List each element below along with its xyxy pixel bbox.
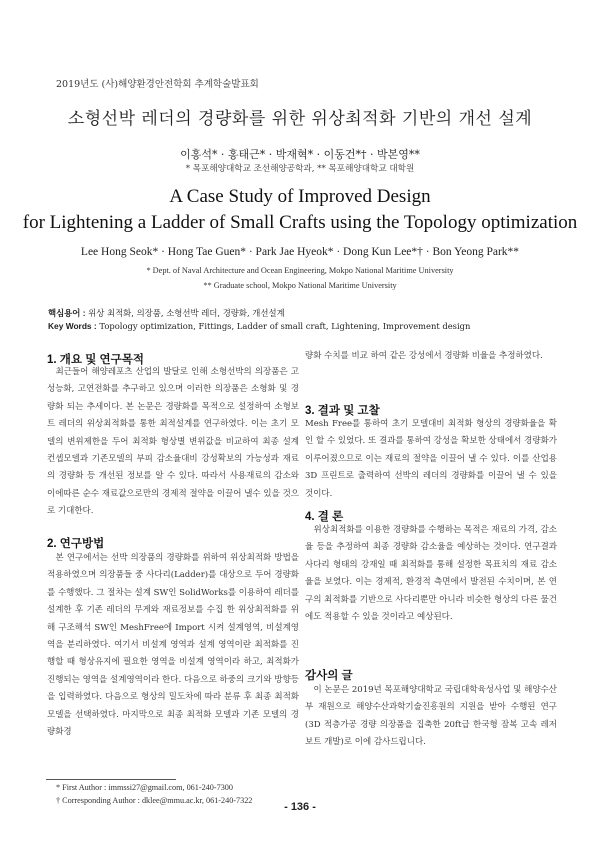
- keywords-korean-text: 위상 최적화, 의장품, 소형선박 레더, 경량화, 개선설계: [88, 308, 285, 318]
- affiliation-english-2: ** Graduate school, Mokpo National Maritime University: [203, 281, 397, 290]
- conference-header: 2019년도 (사)해양환경안전학회 추계학술발표회: [56, 79, 259, 90]
- section2-body: 본 연구에서는 선박 의장품의 경량화를 위하여 위상최적화 방법을 적용하였으며 의장품들 중 사다리(Ladder)를 대상으로 두어 경량화를 수행했다. 그 절차는 설계 SW인 SolidWorks를 이용하여 레더를 설계한 후 기존 레더의 무게와 재료정보를 수집 한 위상최적화를 위해 구조해석 SW인 MeshFree에 Import 시켜 설계영역, 비설계영역을 분리하였다. 여기서 비설계 영역과 설계 영역이란 최적화를 진행할 때 형상유지에 필요한 영역을 비설계 영역이라 하고, 최적화가 진행되는 영역을 설계영역이라 한다. 다음으로 하중의 크기와 방향등을 입력하였다. 다음으로 형상의 밀도차에 따라 분류 후 최종 최적화 모델을 선택하였다. 마지막으로 최종 최적화 모델과 기존 모델의 경량화경: [47, 553, 299, 738]
- affiliation-english-1: * Dept. of Naval Architecture and Ocean Engineering, Mokpo National Maritime University: [146, 266, 454, 275]
- footnote-divider: [46, 779, 176, 780]
- title-english: [0, 184, 600, 236]
- title-english-line2: for Lightening a Ladder of Small Crafts using the Topology optimization: [22, 212, 578, 233]
- keywords-korean: [48, 307, 285, 319]
- keywords-english-label: Key Words :: [48, 321, 97, 331]
- section2-heading: 2. 연구방법: [47, 538, 105, 550]
- section1-body: 최근들어 해양레포츠 산업의 발달로 인해 소형선박의 의장품은 고성능화, 고연전화를 추구하고 있으며 이러한 의장품은 소형화 및 경량화 되는 추세이다. 본 논문은 경량화를 목적으로 설정하여 소형보트 레더의 위상최적화를 통한 최적설계를 연구하였다. 이는 초기 모델의 변위제한을 두어 최적화 형상별 변위값을 비교하여 최종 설계 컨셉모델과 기존모델의 부피 감소율대비 강성확보의 가능성과 재료의 경량화 등 개선된 정보를 알 수 있다. 따라서 사용재료의 감소와 이에따른 순수 재료값으로만의 경제적 절약을 이끌어 낼수 있을 것으로 기대한다.: [47, 367, 299, 517]
- acknowledgement-body: 이 논문은 2019년 목포해양대학교 국립대학육성사업 및 해양수산부 재원으로 해양수산과학기술진흥원의 지원을 받아 수행된 연구(3D 적층가공 경량 의장품을 집축한 20ft급 한국형 잠복 고속 레저보트 개발)로 이에 감사드립니다.: [305, 685, 557, 748]
- keywords-korean-label: 핵심용어 :: [48, 308, 86, 318]
- section4-heading: 4. 결 론: [305, 511, 344, 523]
- section3-body: Mesh Free를 통하여 초기 모델대비 최적화 형상의 경량화율을 확인 할 수 있었다. 또 결과를 통하여 강성을 확보한 상태에서 경량화가 이루어졌으므로 이는 재료의 절약을 이끌어 낼 수 있다. 이를 산업용 3D 프린트로 출력하여 선박의 레더의 경량화를 이끌어 낼 수 있을 것이다.: [305, 419, 557, 499]
- section2-continued: 량화 수치를 비교 하여 같은 강성에서 경량화 비율을 추정하였다.: [305, 351, 543, 361]
- footnote-corresponding-author: † Corresponding Author : dklee@mmu.ac.kr, 061-240-7322: [56, 796, 253, 805]
- affiliation-korean: * 목포해양대학교 조선해양공학과, ** 목포해양대학교 대학원: [185, 164, 415, 174]
- acknowledgement-heading: 감사의 글: [305, 670, 353, 682]
- section4-body: 위상최적화를 이용한 경량화를 수행하는 목적은 재료의 가격, 감소율 등을 추정하여 최종 경량화 감소율을 예상하는 것이다. 연구결과 사다리 형태의 강재일 때 최적화를 통해 설정한 목표치의 재료 감소율을 보였다. 이는 경제적, 환경적 측면에서 발전된 수치이며, 본 연구의 최적화를 기반으로 사다리뿐만 아니라 비슷한 형상의 다른 물건에도 적용할 수 있을 것이라고 예상된다.: [305, 525, 557, 623]
- authors-english: Lee Hong Seok* · Hong Tae Guen* · Park Jae Hyeok* · Dong Kun Lee*† · Bon Yeong Park**: [80, 246, 520, 258]
- section1-heading: 1. 개요 및 연구목적: [47, 354, 144, 366]
- page-number: - 136 -: [284, 801, 316, 813]
- keywords-english-text: Topology optimization, Fittings, Ladder of small craft, Lightening, Improvement design: [99, 321, 471, 331]
- section3-heading: 3. 결과 및 고찰: [305, 405, 380, 417]
- footnote-first-author: * First Author : immssi27@gmail.com, 061-240-7300: [56, 783, 233, 792]
- keywords-english: [48, 321, 470, 331]
- title-korean: 소형선박 레더의 경량화를 위한 위상최적화 기반의 개선 설계: [67, 109, 533, 129]
- authors-korean: 이홍석* · 홍태근* · 박재혁* · 이동건*† · 박본영**: [180, 148, 420, 161]
- title-english-line1: A Case Study of Improved Design: [169, 186, 431, 207]
